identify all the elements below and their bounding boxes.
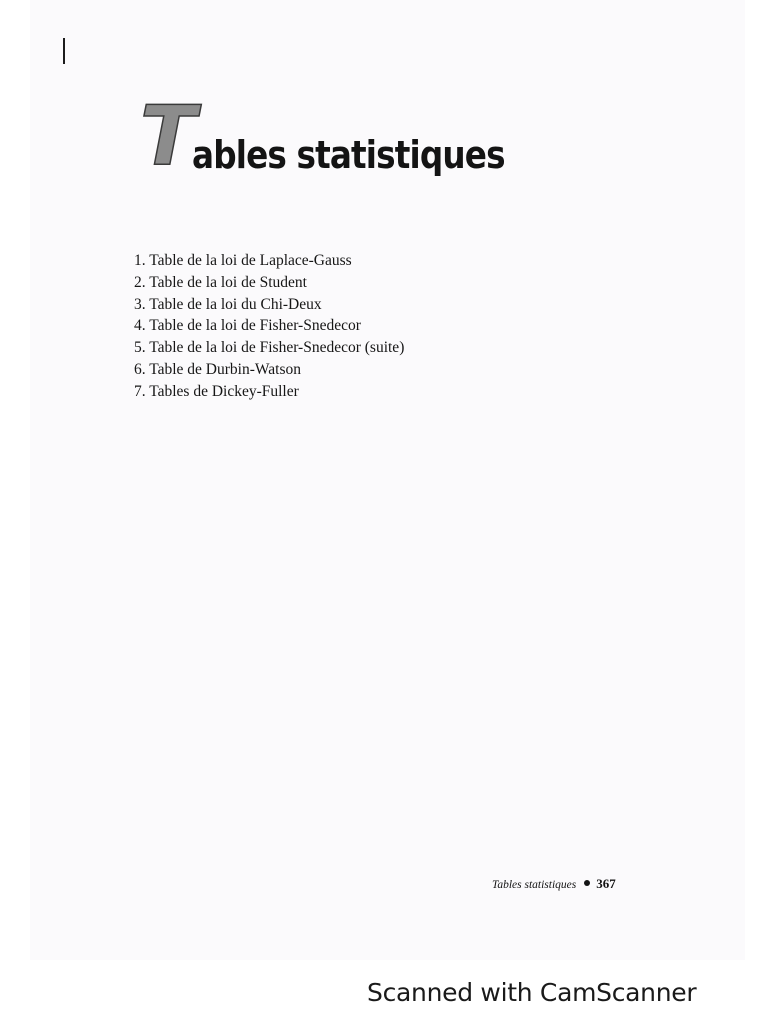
page-footer [492,875,616,894]
title-drop-cap: T [140,89,192,184]
toc-item: 5. Table de la loi de Fisher-Snedecor (suite) [134,339,405,357]
table-of-contents [134,250,404,403]
toc-item: 3. Table de la loi du Chi-Deux [134,295,322,313]
footer-running-title: Tables statistiques [492,879,577,891]
scanner-watermark: Scanned with CamScanner [367,978,697,1007]
scan-edge-mark [63,38,65,64]
toc-item: 6. Table de Durbin-Watson [134,360,301,378]
page-number: 367 [596,876,616,891]
toc-item: 7. Tables de Dickey-Fuller [134,382,299,400]
toc-item: 4. Table de la loi de Fisher-Snedecor [134,317,361,335]
page-title [140,89,556,184]
title-text: ables statistiques [191,133,505,177]
toc-item: 1. Table de la loi de Laplace-Gauss [134,252,352,269]
toc-item: 2. Table de la loi de Student [134,273,307,291]
bullet-icon [584,880,590,886]
